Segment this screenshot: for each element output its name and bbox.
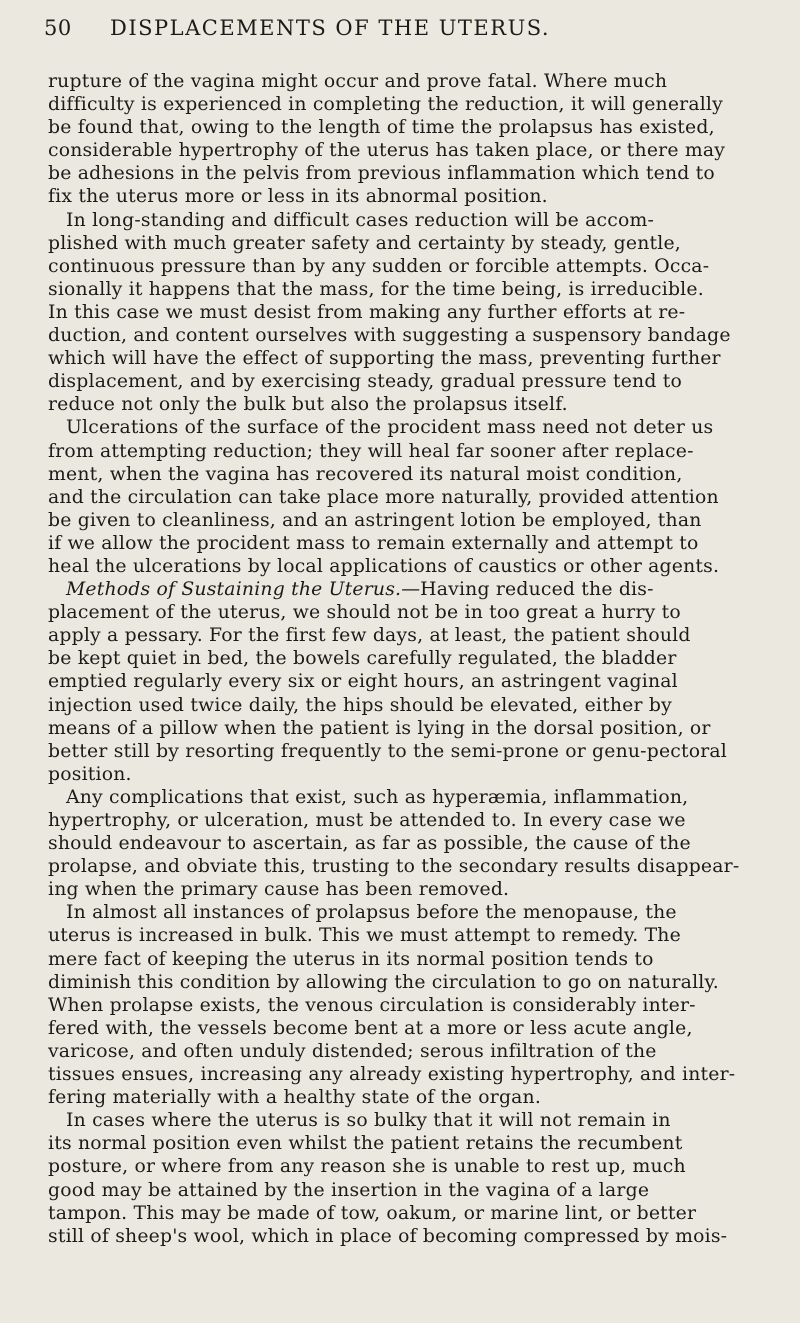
text-line: diminish this condition by allowing the circulation to go on naturally. [48, 971, 719, 993]
text-line: difficulty is experienced in completing the reduction, it will generally [48, 94, 723, 116]
text-line: In almost all instances of prolapsus before the menopause, the [66, 902, 677, 924]
text-line: be given to cleanliness, and an astringent lotion be employed, than [48, 509, 702, 531]
text-line: ing when the primary cause has been removed. [48, 879, 510, 901]
section-heading-continuation: —Having reduced the dis- [401, 579, 654, 601]
text-line: still of sheep's wool, which in place of becoming compressed by mois- [48, 1225, 728, 1247]
running-head: DISPLACEMENTS OF THE UTERUS. [110, 16, 551, 40]
page-number: 50 [44, 16, 72, 40]
text-line: be found that, owing to the length of time the prolapsus has existed, [48, 117, 715, 139]
text-line: be adhesions in the pelvis from previous inflammation which tend to [48, 163, 715, 185]
text-line: fered with, the vessels become bent at a more or less acute angle, [48, 1017, 693, 1039]
text-line: good may be attained by the insertion in the vagina of a large [48, 1179, 650, 1201]
section-heading: Methods of Sustaining the Uterus. [66, 579, 402, 601]
text-line: plished with much greater safety and certainty by steady, gentle, [48, 232, 681, 254]
text-line: and the circulation can take place more naturally, provided attention [48, 486, 719, 508]
text-line: In this case we must desist from making any further efforts at re- [48, 301, 686, 323]
text-line: fix the uterus more or less in its abnormal position. [48, 186, 548, 208]
text-line: better still by resorting frequently to the semi-prone or genu-pectoral [48, 740, 728, 762]
text-line: considerable hypertrophy of the uterus has taken place, or there may [48, 140, 726, 162]
text-line: heal the ulcerations by local applications of caustics or other agents. [48, 555, 720, 577]
text-line: should endeavour to ascertain, as far as possible, the cause of the [48, 833, 691, 855]
text-line: rupture of the vagina might occur and prove fatal. Where much [48, 71, 668, 92]
text-line: Any complications that exist, such as hyperæmia, inflammation, [66, 786, 689, 808]
text-line: be kept quiet in bed, the bowels carefully regulated, the bladder [48, 648, 677, 670]
text-line: prolapse, and obviate this, trusting to the secondary results disappear- [48, 856, 740, 878]
text-line: In long-standing and difficult cases reduction will be accom- [66, 209, 655, 231]
text-line: tampon. This may be made of tow, oakum, or marine lint, or better [48, 1202, 697, 1224]
text-line: continuous pressure than by any sudden or forcible attempts. Occa- [48, 255, 710, 277]
text-line: In cases where the uterus is so bulky that it will not remain in [66, 1110, 671, 1132]
text-line: ment, when the vagina has recovered its natural moist condition, [48, 463, 683, 485]
text-line: means of a pillow when the patient is lying in the dorsal position, or [48, 717, 711, 739]
page-header [44, 16, 744, 56]
text-line: if we allow the procident mass to remain externally and attempt to [48, 532, 699, 554]
text-line: hypertrophy, or ulceration, must be attended to. In every case we [48, 810, 686, 831]
text-line: reduce not only the bulk but also the prolapsus itself. [48, 394, 568, 416]
text-line: which will have the effect of supporting the mass, preventing further [48, 348, 721, 370]
text-line: position. [48, 763, 132, 785]
text-line: varicose, and often unduly distended; serous infiltration of the [48, 1040, 657, 1062]
text-line: apply a pessary. For the first few days, at least, the patient should [48, 625, 691, 647]
text-line: placement of the uterus, we should not be in too great a hurry to [48, 602, 681, 624]
text-line: When prolapse exists, the venous circulation is considerably inter- [48, 994, 696, 1016]
text-line: its normal position even whilst the patient retains the recumbent [48, 1133, 683, 1155]
text-line: injection used twice daily, the hips should be elevated, either by [48, 694, 672, 716]
text-line: tissues ensues, increasing any already existing hypertrophy, and inter- [48, 1064, 736, 1086]
text-line: from attempting reduction; they will heal far sooner after replace- [48, 440, 694, 462]
text-line: emptied regularly every six or eight hours, an astringent vaginal [48, 671, 678, 693]
body-text [48, 70, 754, 1248]
text-line: fering materially with a healthy state of the organ. [48, 1087, 542, 1109]
text-line: mere fact of keeping the uterus in its normal position tends to [48, 948, 654, 970]
text-line-section [48, 578, 754, 601]
text-line: duction, and content ourselves with suggesting a suspensory bandage [48, 325, 731, 347]
text-line: Ulcerations of the surface of the procident mass need not deter us [66, 417, 714, 439]
text-line: displacement, and by exercising steady, gradual pressure tend to [48, 371, 683, 393]
text-line: posture, or where from any reason she is unable to rest up, much [48, 1156, 686, 1178]
text-line: sionally it happens that the mass, for the time being, is irreducible. [48, 278, 704, 300]
text-line: uterus is increased in bulk. This we must attempt to remedy. The [48, 925, 681, 947]
